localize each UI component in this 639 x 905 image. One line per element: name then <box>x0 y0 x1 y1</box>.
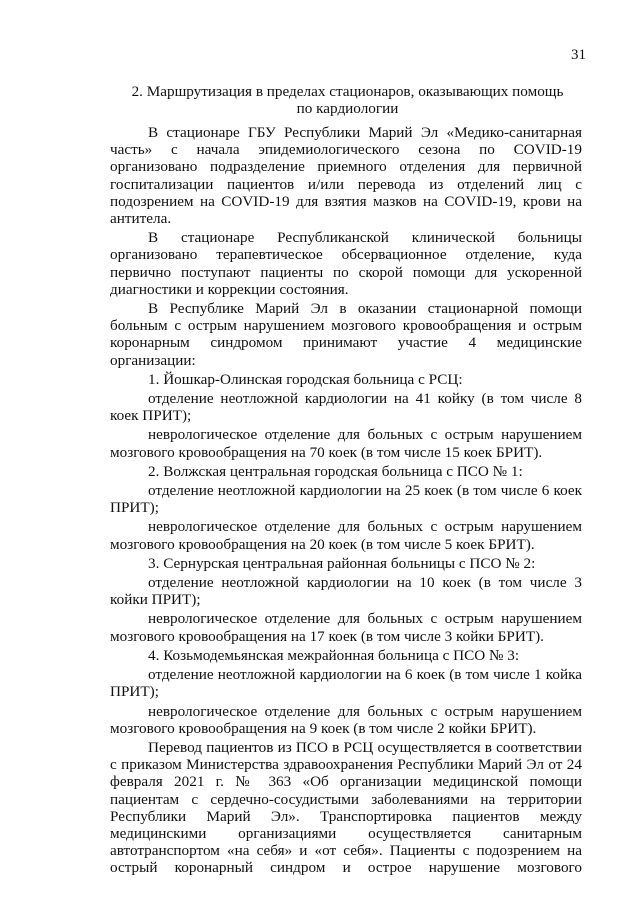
paragraph-organizations-intro: В Республике Марий Эл в оказании стационарной помощи больным с острым нарушением мозгового кровообращения и острым коронарным синдромом принимают участие 4 медицинские организации: <box>110 300 582 369</box>
list-item-hospital-2-neurology: неврологическое отделение для больных с острым нарушением мозгового кровообращения на 20 коек (в том числе 5 коек БРИТ). <box>110 518 582 553</box>
list-item-hospital-2: 2. Волжская центральная городская больница с ПСО № 1: <box>148 462 523 480</box>
document-body <box>110 124 582 879</box>
section-heading-line-1: 2. Маршрутизация в пределах стационаров, оказывающих помощь <box>131 83 564 100</box>
list-item-hospital-1: 1. Йошкар-Олинская городская больница с РСЦ: <box>148 370 463 388</box>
list-item-hospital-3-neurology: неврологическое отделение для больных с острым нарушением мозгового кровообращения на 17 коек (в том числе 3 койки БРИТ). <box>110 610 582 645</box>
section-heading <box>110 83 585 117</box>
paragraph-mcs-covid: В стационаре ГБУ Республики Марий Эл «Медико-санитарная часть» с начала эпидемиологического сезона по COVID-19 организовано подразделение приемного отделения для первичной госпитализации пациентов и/или перевода из отделений лиц с подозрением на COVID-19 для взятия мазков на COVID-19, крови на антитела. <box>110 124 582 228</box>
page-number: 31 <box>571 47 586 63</box>
section-heading-line-2: по кардиологии <box>296 100 399 117</box>
list-item-hospital-3: 3. Сернурская центральная районная больницы с ПСО № 2: <box>148 554 536 572</box>
list-item-hospital-4-neurology: неврологическое отделение для больных с острым нарушением мозгового кровообращения на 9 коек (в том числе 2 койки БРИТ). <box>110 702 582 737</box>
list-item-hospital-3-cardiology: отделение неотложной кардиологии на 10 коек (в том числе 3 койки ПРИТ); <box>110 574 582 609</box>
list-item-hospital-2-cardiology: отделение неотложной кардиологии на 25 коек (в том числе 6 коек ПРИТ); <box>110 482 582 517</box>
list-item-hospital-4: 4. Козьмодемьянская межрайонная больница с ПСО № 3: <box>148 646 520 664</box>
list-item-hospital-4-cardiology: отделение неотложной кардиологии на 6 коек (в том числе 1 койка ПРИТ); <box>110 666 582 701</box>
list-item-hospital-1-cardiology: отделение неотложной кардиологии на 41 койку (в том числе 8 коек ПРИТ); <box>110 390 582 425</box>
paragraph-patient-transfer: Перевод пациентов из ПСО в РСЦ осуществляется в соответствии с приказом Министерства здравоохранения Республики Марий Эл от 24 февраля 2021 г. № 363 «Об организации медицинской помощи пациентам с сердечно-сосудистыми заболеваниями на территории Республики Марий Эл». Транспортировка пациентов между медицинскими организациями осуществляется санитарным автотранспортом «на себя» и «от себя». Пациенты с подозрением на острый коронарный синдром и острое нарушение мозгового <box>110 738 582 877</box>
list-item-hospital-1-neurology: неврологическое отделение для больных с острым нарушением мозгового кровообращения на 70 коек (в том числе 15 коек БРИТ). <box>110 426 582 461</box>
paragraph-rkb-observation: В стационаре Республиканской клинической больницы организовано терапевтическое обсервационное отделение, куда первично поступают пациенты по скорой помощи для ускоренной диагностики и коррекции состояния. <box>110 229 582 298</box>
